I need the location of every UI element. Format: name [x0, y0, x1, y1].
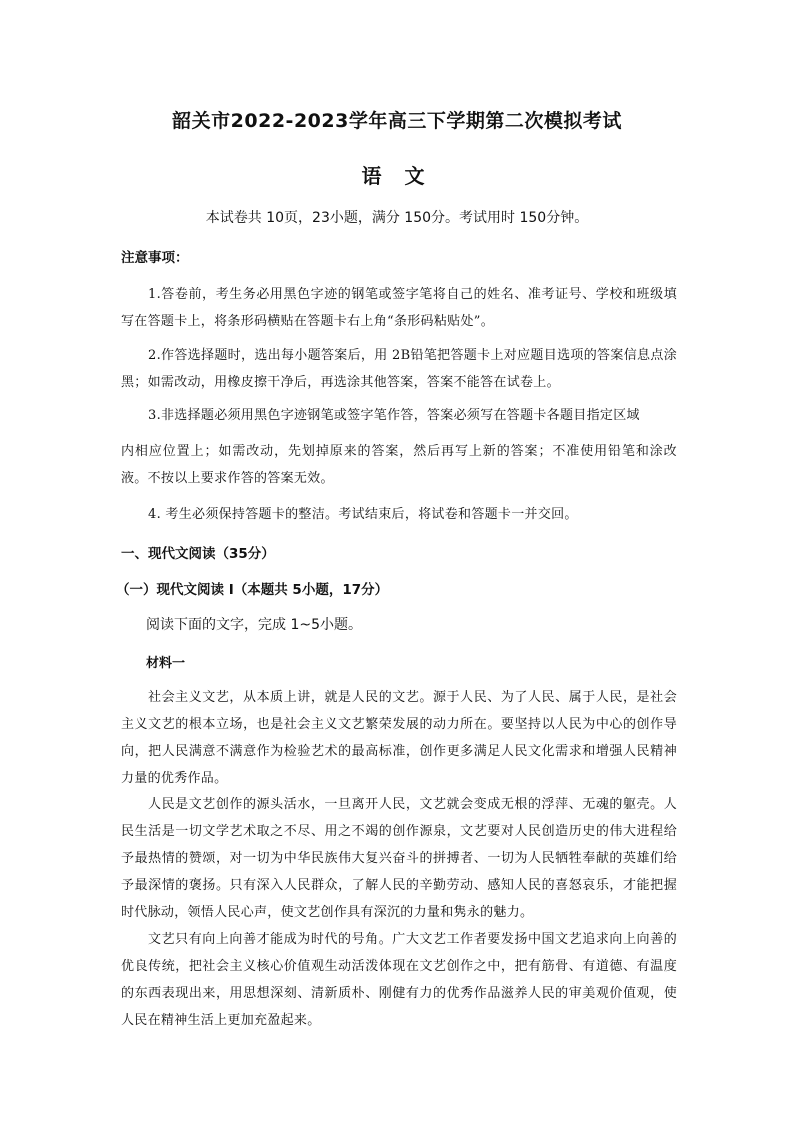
- note-item-1: 1.答卷前，考生务必用黑色字迹的钢笔或签字笔将自己的姓名、准考证号、学校和班级填写在答题卡上，将条形码横贴在答题卡右上角“条形码粘贴处”。: [121, 287, 677, 329]
- note-item-3b: 内相应位置上；如需改动，先划掉原来的答案，然后再写上新的答案；不准使用铅笔和涂改液。不按以上要求作答的答案无效。: [121, 444, 677, 486]
- notes-heading: 注意事项：: [121, 250, 189, 266]
- material-label: 材料一: [146, 656, 186, 671]
- note-item-2: 2.作答选择题时，选出每小题答案后，用 2B铅笔把答题卡上对应题目选项的答案信息点涂黑；如需改动，用橡皮擦干净后，再选涂其他答案，答案不能答在试卷上。: [121, 348, 677, 390]
- exam-title: 韶关市2022-2023学年高三下学期第二次模拟考试: [172, 110, 622, 132]
- note-item-4: 4. 考生必须保持答题卡的整洁。考试结束后，将试卷和答题卡一并交回。: [148, 507, 578, 522]
- material-paragraph-1: 社会主义文艺，从本质上讲，就是人民的文艺。源于人民、为了人民、属于人民，是社会主义文艺的根本立场，也是社会主义文艺繁荣发展的动力所在。要坚持以人民为中心的创作导向，把人民满意不满意作为检验艺术的最高标准，创作更多满足人民文化需求和增强人民精神力量的优秀作品。: [121, 690, 677, 786]
- section-heading: 一、现代文阅读（35分）: [121, 546, 275, 562]
- material-paragraph-2: 人民是文艺创作的源头活水，一旦离开人民，文艺就会变成无根的浮萍、无魂的躯壳。人民生活是一切文学艺术取之不尽、用之不竭的创作源泉，文艺要对人民创造历史的伟大进程给予最热情的赞颂，对一切为中华民族伟大复兴奋斗的拼搏者、一切为人民牺牲奉献的英雄们给予最深情的褒扬。只有深入人民群众，了解人民的辛勤劳动、感知人民的喜怒哀乐，才能把握时代脉动，领悟人民心声，使文艺创作具有深沉的力量和隽永的魅力。: [121, 797, 677, 920]
- subject-title: 语 文: [361, 164, 433, 188]
- material-paragraph-3: 文艺只有向上向善才能成为时代的号角。广大文艺工作者要发扬中国文艺追求向上向善的优良传统，把社会主义核心价值观生动活泼体现在文艺创作之中，把有筋骨、有道德、有温度的东西表现出来，用思想深刻、清新质朴、刚健有力的优秀作品滋养人民的审美观价值观，使人民在精神生活上更加充盈起来。: [121, 932, 677, 1028]
- note-item-3a: 3.非选择题必须用黑色字迹钢笔或签字笔作答，答案必须写在答题卡各题目指定区域: [148, 408, 640, 423]
- reading-instruction: 阅读下面的文字，完成 1~5小题。: [146, 617, 362, 633]
- exam-intro: 本试卷共 10页，23小题，满分 150分。考试用时 150分钟。: [205, 210, 589, 226]
- subsection-heading: （一）现代文阅读 I（本题共 5小题，17分）: [116, 582, 389, 598]
